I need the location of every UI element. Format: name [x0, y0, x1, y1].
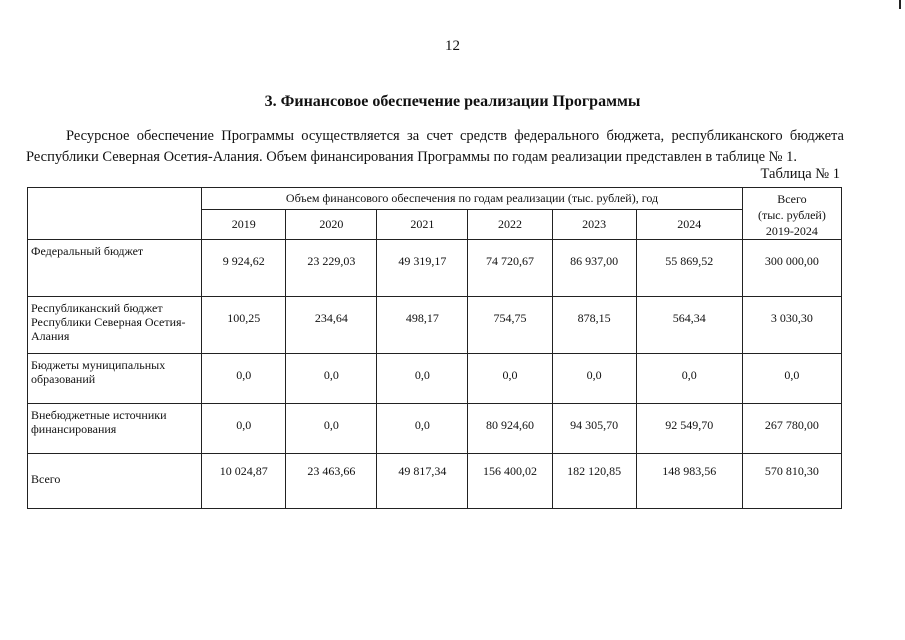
table-cell: 100,25 [202, 297, 286, 354]
table-cell: 49 319,17 [377, 240, 468, 297]
table-cell: 74 720,67 [468, 240, 552, 297]
table-cell: 80 924,60 [468, 404, 552, 454]
year-header: 2020 [286, 209, 377, 239]
table-cell: 754,75 [468, 297, 552, 354]
body-paragraph [26, 126, 844, 168]
table-row-total [28, 454, 842, 509]
row-label: Республиканский бюджет Республики Северная Осетия-Алания [28, 297, 202, 354]
year-header: 2022 [468, 209, 552, 239]
table-cell: 23 463,66 [286, 454, 377, 509]
total-header [742, 188, 841, 240]
table-row [28, 240, 842, 297]
table-row [28, 404, 842, 454]
header-empty-cell [28, 188, 202, 240]
total-header-line: Всего [777, 192, 807, 206]
table-caption: Таблица № 1 [760, 166, 840, 182]
table-row [28, 354, 842, 404]
table-cell: 0,0 [202, 404, 286, 454]
table-cell: 182 120,85 [552, 454, 636, 509]
table-cell: 0,0 [377, 354, 468, 404]
total-cell: 570 810,30 [742, 454, 841, 509]
table-cell: 23 229,03 [286, 240, 377, 297]
table-cell: 9 924,62 [202, 240, 286, 297]
table-cell: 10 024,87 [202, 454, 286, 509]
financing-table [27, 187, 842, 509]
table-cell: 49 817,34 [377, 454, 468, 509]
table-cell: 92 549,70 [636, 404, 742, 454]
total-cell: 267 780,00 [742, 404, 841, 454]
total-cell: 300 000,00 [742, 240, 841, 297]
total-header-line: (тыс. рублей) [757, 208, 826, 222]
table-header-row [28, 188, 842, 210]
table-cell: 0,0 [636, 354, 742, 404]
row-label: Бюджеты муниципальных образований [28, 354, 202, 404]
table-cell: 148 983,56 [636, 454, 742, 509]
table-cell: 0,0 [202, 354, 286, 404]
table-cell: 0,0 [552, 354, 636, 404]
paragraph-text: Ресурсное обеспечение Программы осуществляется за счет средств федерального бюджета, республиканского бюджета Республики Северная Осетия-Алания. Объем финансирования Программы по годам реализации представлен в таблице № 1. [26, 128, 844, 165]
table-cell: 94 305,70 [552, 404, 636, 454]
table-row [28, 297, 842, 354]
table-cell: 55 869,52 [636, 240, 742, 297]
total-cell: 0,0 [742, 354, 841, 404]
group-header: Объем финансового обеспечения по годам реализации (тыс. рублей), год [202, 188, 743, 210]
table-cell: 0,0 [377, 404, 468, 454]
table-cell: 564,34 [636, 297, 742, 354]
table-cell: 0,0 [468, 354, 552, 404]
year-header: 2024 [636, 209, 742, 239]
section-title: 3. Финансовое обеспечение реализации Программы [264, 93, 641, 110]
total-cell: 3 030,30 [742, 297, 841, 354]
page-edge-mark [899, 0, 901, 9]
table-cell: 0,0 [286, 404, 377, 454]
table-cell: 234,64 [286, 297, 377, 354]
table-cell: 498,17 [377, 297, 468, 354]
row-label: Всего [28, 454, 202, 509]
year-header: 2021 [377, 209, 468, 239]
total-header-line: 2019-2024 [765, 224, 818, 238]
table-cell: 878,15 [552, 297, 636, 354]
table-cell: 86 937,00 [552, 240, 636, 297]
year-header: 2019 [202, 209, 286, 239]
table-cell: 0,0 [286, 354, 377, 404]
page-number: 12 [445, 38, 460, 54]
table-cell: 156 400,02 [468, 454, 552, 509]
year-header: 2023 [552, 209, 636, 239]
row-label: Внебюджетные источники финансирования [28, 404, 202, 454]
row-label: Федеральный бюджет [28, 240, 202, 297]
